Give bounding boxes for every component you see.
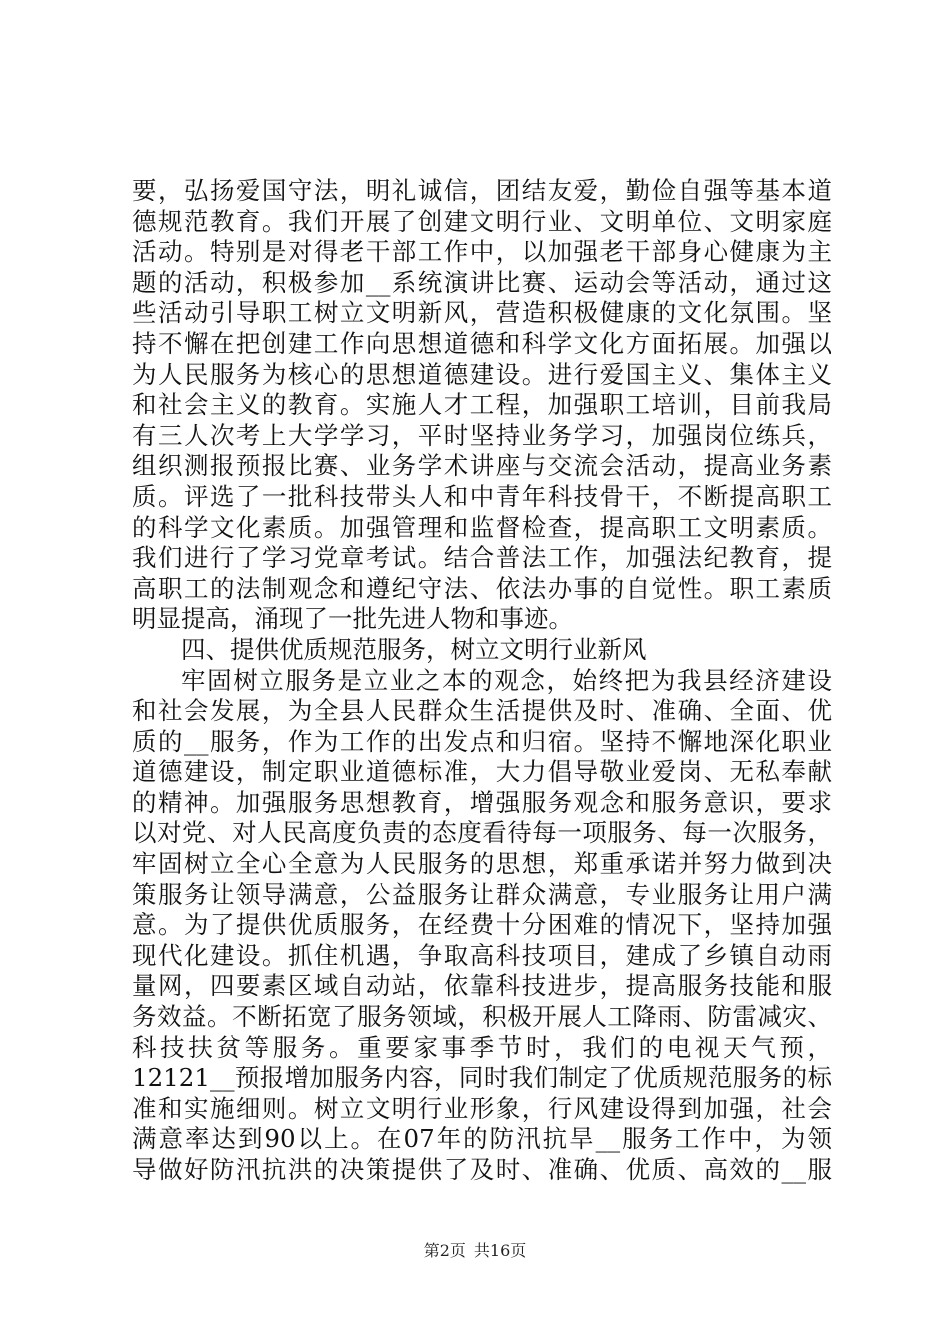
text-line: 道德建设，制定职业道德标准，大力倡导敬业爱岗、无私奉献 [132, 757, 832, 787]
text-line: 牢固树立服务是立业之本的观念，始终把为我县经济建设 [181, 665, 832, 695]
text-line: 质的__服务，作为工作的出发点和归宿。坚持不懈地深化职业 [132, 726, 832, 756]
text-line: 的科学文化素质。加强管理和监督检查，提高职工文明素质。 [132, 512, 832, 542]
text-line: 和社会主义的教育。实施人才工程，加强职工培训，目前我局 [132, 390, 832, 420]
text-line: 务效益。不断拓宽了服务领域，积极开展人工降雨、防雷减灾、 [132, 1002, 832, 1032]
text-line: 12121__预报增加服务内容，同时我们制定了优质规范服务的标 [132, 1063, 832, 1093]
text-line: 高职工的法制观念和遵纪守法、依法办事的自觉性。职工素质 [132, 573, 832, 603]
text-line: 要，弘扬爱国守法，明礼诚信，团结友爱，勤俭自强等基本道 [132, 176, 832, 205]
text-line: 题的活动，积极参加__系统演讲比赛、运动会等活动，通过这 [132, 267, 832, 297]
text-line: 科技扶贫等服务。重要家事季节时，我们的电视天气预， [132, 1032, 832, 1062]
text-line: 策服务让领导满意，公益服务让群众满意，专业服务让用户满 [132, 879, 832, 909]
text-line: 满意率达到90以上。在07年的防汛抗旱__服务工作中，为领 [132, 1124, 832, 1154]
text-line: 意。为了提供优质服务，在经费十分困难的情况下，坚持加强 [132, 910, 832, 940]
text-line: 导做好防汛抗洪的决策提供了及时、准确、优质、高效的__服 [132, 1155, 832, 1184]
text-line: 量网，四要素区域自动站，依靠科技进步，提高服务技能和服 [132, 971, 832, 1001]
text-line: 的精神。加强服务思想教育，增强服务观念和服务意识，要求 [132, 787, 832, 817]
text-line: 准和实施细则。树立文明行业形象，行风建设得到加强，社会 [132, 1093, 832, 1123]
text-line: 活动。特别是对得老干部工作中，以加强老干部身心健康为主 [132, 237, 832, 267]
text-line: 持不懈在把创建工作向思想道德和科学文化方面拓展。加强以 [132, 328, 832, 358]
page-number: 第2页 [423, 1241, 466, 1260]
document-body [132, 176, 832, 1186]
text-line: 明显提高，涌现了一批先进人物和事迹。 [132, 604, 573, 634]
text-line: 德规范教育。我们开展了创建文明行业、文明单位、文明家庭 [132, 206, 832, 236]
text-line: 组织测报预报比赛、业务学术讲座与交流会活动，提高业务素 [132, 451, 832, 481]
text-line: 现代化建设。抓住机遇，争取高科技项目，建成了乡镇自动雨 [132, 940, 832, 970]
text-line: 为人民服务为核心的思想道德建设。进行爱国主义、集体主义 [132, 359, 832, 389]
text-line: 有三人次考上大学学习，平时坚持业务学习，加强岗位练兵， [132, 420, 832, 450]
text-line: 和社会发展，为全县人民群众生活提供及时、准确、全面、优 [132, 696, 832, 726]
section-heading: 四、提供优质规范服务，树立文明行业新风 [181, 634, 647, 664]
text-line: 质。评选了一批科技带头人和中青年科技骨干，不断提高职工 [132, 481, 832, 511]
text-line: 些活动引导职工树立文明新风，营造积极健康的文化氛围。坚 [132, 298, 832, 328]
page-total: 共16页 [473, 1241, 527, 1260]
text-line: 牢固树立全心全意为人民服务的思想，郑重承诺并努力做到决 [132, 849, 832, 879]
text-line: 我们进行了学习党章考试。结合普法工作，加强法纪教育，提 [132, 543, 832, 573]
page-footer [0, 1241, 950, 1261]
text-line: 以对党、对人民高度负责的态度看待每一项服务、每一次服务， [132, 818, 832, 848]
